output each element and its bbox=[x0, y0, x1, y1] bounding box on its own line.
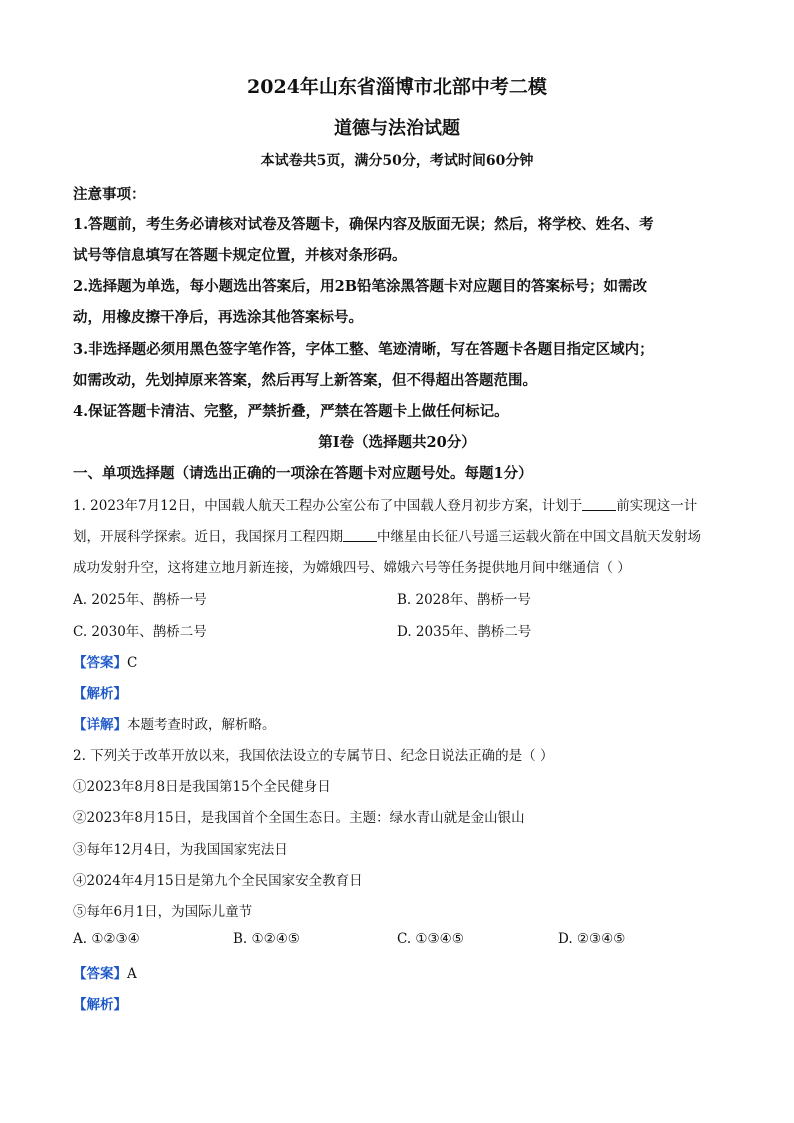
answer-value: A bbox=[127, 966, 137, 982]
note-line-2: 试号等信息填写在答题卡规定位置，并核对条形码。 bbox=[73, 247, 407, 264]
note-line-5: 3.非选择题必须用黑色签字笔作答，字体工整、笔迹清晰，写在答题卡各题目指定区域内； bbox=[73, 341, 654, 358]
q1-analysis bbox=[73, 682, 127, 702]
exam-info: 本试卷共5页，满分50分，考试时间60分钟 bbox=[260, 153, 534, 169]
analysis-label: 【解析】 bbox=[73, 686, 127, 702]
q2-option-d: D. ②③④⑤ bbox=[558, 931, 626, 947]
q1-option-c: C. 2030年、鹊桥二号 bbox=[73, 624, 207, 640]
q1-option-b: B. 2028年、鹊桥一号 bbox=[397, 592, 531, 608]
q2-option-a: A. ①②③④ bbox=[73, 931, 140, 947]
blank bbox=[582, 498, 616, 511]
q2-stem: 2. 下列关于改革开放以来，我国依法设立的专属节日、纪念日说法正确的是（ ） bbox=[73, 748, 554, 764]
q2-option-b: B. ①②④⑤ bbox=[233, 931, 300, 947]
answer-label: 【答案】 bbox=[73, 655, 127, 671]
note-line-3: 2.选择题为单选，每小题选出答案后，用2B铅笔涂黑答题卡对应题目的答案标号；如需改 bbox=[73, 278, 647, 295]
analysis-label: 【解析】 bbox=[73, 997, 127, 1013]
q1-option-a: A. 2025年、鹊桥一号 bbox=[73, 592, 207, 608]
note-line-4: 动，用橡皮擦干净后，再选涂其他答案标号。 bbox=[73, 309, 363, 326]
notes-heading: 注意事项： bbox=[73, 186, 146, 203]
q2-answer bbox=[73, 962, 137, 982]
q1-line-2-text-a: 划，开展科学探索。近日，我国探月工程四期 bbox=[73, 529, 343, 545]
exam-title: 2024年山东省淄博市北部中考二模 bbox=[247, 76, 547, 98]
q1-line-3: 成功发射升空，这将建立地月新连接，为嫦娥四号、嫦娥六号等任务提供地月间中继通信（ ） bbox=[73, 560, 631, 576]
q2-statement-1: ①2023年8月8日是我国第15个全民健身日 bbox=[73, 779, 331, 795]
q1-line-1-text-a: 1. 2023年7月12日，中国载人航天工程办公室公布了中国载人登月初步方案，计划于 bbox=[73, 498, 583, 514]
q1-line-1 bbox=[73, 494, 697, 514]
section-title: 第Ⅰ卷（选择题共20分） bbox=[318, 434, 476, 451]
blank bbox=[343, 529, 377, 542]
q2-option-c: C. ①③④⑤ bbox=[397, 931, 464, 947]
q1-detail bbox=[73, 713, 276, 733]
detail-label: 【详解】 bbox=[73, 717, 127, 733]
detail-text: 本题考查时政，解析略。 bbox=[127, 717, 276, 733]
q2-statement-3: ③每年12月4日，为我国国家宪法日 bbox=[73, 842, 288, 858]
q1-line-2 bbox=[73, 525, 701, 545]
answer-label: 【答案】 bbox=[73, 966, 127, 982]
q2-statement-4: ④2024年4月15日是第九个全民国家安全教育日 bbox=[73, 873, 363, 889]
q1-answer bbox=[73, 651, 137, 671]
q2-statement-2: ②2023年8月15日，是我国首个全国生态日。主题：绿水青山就是金山银山 bbox=[73, 810, 525, 826]
answer-value: C bbox=[127, 655, 138, 671]
q2-statement-5: ⑤每年6月1日，为国际儿童节 bbox=[73, 904, 253, 920]
note-line-1: 1.答题前，考生务必请核对试卷及答题卡，确保内容及版面无误；然后，将学校、姓名、考 bbox=[73, 216, 654, 233]
note-line-7: 4.保证答题卡清洁、完整，严禁折叠，严禁在答题卡上做任何标记。 bbox=[73, 403, 509, 420]
exam-subtitle: 道德与法治试题 bbox=[334, 118, 460, 139]
q1-line-1-text-b: 前实现这一计 bbox=[616, 498, 698, 514]
q2-analysis bbox=[73, 993, 127, 1013]
q1-option-d: D. 2035年、鹊桥二号 bbox=[397, 624, 532, 640]
part-heading: 一、单项选择题（请选出正确的一项涂在答题卡对应题号处。每题1分） bbox=[73, 465, 533, 482]
q1-line-2-text-b: 中继星由长征八号遥三运载火箭在中国文昌航天发射场 bbox=[377, 529, 701, 545]
note-line-6: 如需改动，先划掉原来答案，然后再写上新答案，但不得超出答题范围。 bbox=[73, 372, 537, 389]
